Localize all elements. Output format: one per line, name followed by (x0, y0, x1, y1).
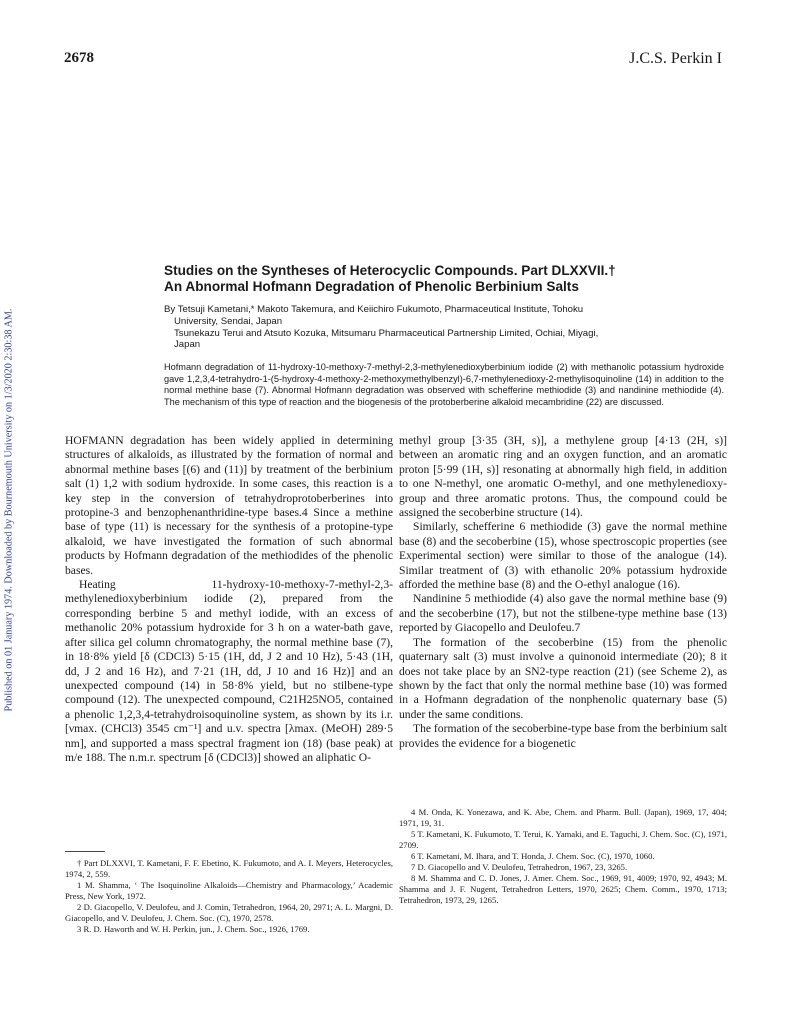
footnotes-left (65, 858, 393, 935)
body-paragraph: The formation of the secoberbine (15) from the phenolic quaternary salt (3) must involve a quinonoid intermediate (20); 8 it does not take place by an SN2-type reaction (21) (see Scheme 2), as shown by the fact that only the normal methine base (10) was formed in a Hofmann degradation of the nonphenolic quaternary base (5) under the same conditions. (399, 635, 727, 721)
author-line-3: Tsunekazu Terui and Atsuto Kozuka, Mitsumaru Pharmaceutical Partnership Limited, Ochiai, Miyagi, (174, 327, 599, 339)
body-paragraph: methyl group [3·35 (3H, s)], a methylene group [4·13 (2H, s)] between an aromatic ring and an oxygen function, and an aromatic proton [5·99 (1H, s)] resonating at abnormally high field, in addition to one N-methyl, one aromatic O-methyl, and one methylenedioxy-group and three aromatic protons. Thus, the compound could be assigned the secoberbine structure (14). (399, 434, 727, 520)
body-paragraph: HOFMANN degradation has been widely applied in determining structures of alkaloids, as illustrated by the formation of normal and abnormal methine bases [(6) and (11)] by treatment of the berbinium salt (1) 1,2 with sodium hydroxide. In some cases, this reaction is a key step in the conversion of tetrahydroprotoberberines into protopine-3 and benzophenanthridine-type bases.4 Since a methine base of type (11) is necessary for the synthesis of a protopine-type alkaloid, we have investigated the formation of such abnormal products by Hofmann degradation of the methiodides of the phenolic bases. (65, 434, 393, 577)
footnote: 4 M. Onda, K. Yonezawa, and K. Abe, Chem. and Pharm. Bull. (Japan), 1969, 17, 404; 1971, 19, 31. (399, 807, 727, 828)
footnote: † Part DLXXVI, T. Kametani, F. F. Ebetino, K. Fukumoto, and A. I. Meyers, Heterocycles, 1974, 2, 559. (65, 858, 393, 879)
footnote: 2 D. Giacopello, V. Deulofeu, and J. Comin, Tetrahedron, 1964, 20, 2971; A. L. Margni, D. Giacopello, and V. Deulofeu, J. Chem. Soc. (C), 1970, 2578. (65, 902, 393, 923)
footnote-divider (65, 851, 105, 852)
body-paragraph: Nandinine 5 methiodide (4) also gave the normal methine base (9) and the secoberbine (17), but not the stilbene-type methine base (13) reported by Giacopello and Deulofeu.7 (399, 592, 727, 635)
body-paragraph: Heating 11-hydroxy-10-methoxy-7-methyl-2,3-methylenedioxyberbinium iodide (2), prepared from the corresponding berbine 5 and methyl iodide, with an excess of methanolic 20% potassium hydroxide for 3 h on a water-bath gave, after silica gel column chromatography, the normal methine base (7), in 18·8% yield [δ (CDCl3) 5·15 (1H, dd, J 2 and 10 Hz), 5·43 (1H, dd, J 2 and 16 Hz), and 7·21 (1H, dd, J 10 and 16 Hz)] and an unexpected compound (14) in 58·8% yield, but no stilbene-type compound (12). The unexpected compound, C21H25NO5, contained a phenolic 1,2,3,4-tetrahydroisoquinoline system, as shown by its i.r. [νmax. (CHCl3) 3545 cm⁻¹] and u.v. spectra [λmax. (MeOH) 289·5 nm], and supported a mass spectral fragment ion (18) (base peak) at m/e 188. The n.m.r. spectrum [δ (CDCl3)] showed an aliphatic O- (65, 578, 393, 764)
footnote: 5 T. Kametani, K. Fukumoto, T. Terui, K. Yamaki, and E. Taguchi, J. Chem. Soc. (C), 1971, 2709. (399, 829, 727, 850)
download-notice (0, 160, 20, 860)
footnotes-right (399, 807, 727, 906)
article-title (164, 263, 734, 295)
body-left-column (65, 434, 393, 765)
author-line-1: By Tetsuji Kametani,* Makoto Takemura, and Keiichiro Fukumoto, Pharmaceutical Institute, Tohoku (164, 304, 584, 315)
title-line-2: An Abnormal Hofmann Degradation of Phenolic Berbinium Salts (164, 279, 579, 294)
author-line-4: Japan (174, 339, 201, 351)
body-right-column (399, 434, 727, 751)
body-paragraph: Similarly, schefferine 6 methiodide (3) gave the normal methine base (8) and the secoberbine (15), whose spectroscopic properties (see Experimental section) were similar to those of the analogue (14). Similar treatment of (3) with ethanolic 20% potassium hydroxide afforded the methine base (8) and the O-ethyl analogue (16). (399, 520, 727, 592)
author-line-2: University, Sendai, Japan (174, 315, 283, 327)
page-number: 2678 (64, 50, 94, 66)
abstract: Hofmann degradation of 11-hydroxy-10-methoxy-7-methyl-2,3-methylenedioxyberbinium iodide (2) with methanolic potassium hydroxide gave 1,2,3,4-tetrahydro-1-(5-hydroxy-4-methoxy-2-methoxymethylbenzyl)-6,7-methylenedioxy-2-methylisoquinoline (14) in addition to the normal methine base (7). Abnormal Hofmann degradation was observed with schefferine methiodide (3) and nandinine methiodide (4). The mechanism of this type of reaction and the biogenesis of the protoberberine alkaloid mecambridine (22) are discussed. (164, 362, 724, 408)
footnote: 1 M. Shamma, ‘ The Isoquinoline Alkaloids—Chemistry and Pharmacology,’ Academic Press, New York, 1972. (65, 880, 393, 901)
author-block (164, 304, 734, 351)
footnote: 3 R. D. Haworth and W. H. Perkin, jun., J. Chem. Soc., 1926, 1769. (77, 924, 310, 934)
journal-title: J.C.S. Perkin I (629, 50, 722, 67)
footnote: 6 T. Kametani, M. Ihara, and T. Honda, J. Chem. Soc. (C), 1970, 1060. (411, 851, 655, 861)
title-line-1: Studies on the Syntheses of Heterocyclic Compounds. Part DLXXVII.† (164, 263, 616, 278)
footnote: 8 M. Shamma and C. D. Jones, J. Amer. Chem. Soc., 1969, 91, 4009; 1970, 92, 4943; M. Shamma and J. F. Nugent, Tetrahedron Letters, 1970, 2625; Chem. Comm., 1970, 1713; Tetrahedron, 1973, 29, 1265. (399, 873, 727, 905)
footnote: 7 D. Giacopello and V. Deulofeu, Tetrahedron, 1967, 23, 3265. (411, 862, 628, 872)
body-paragraph: The formation of the secoberbine-type base from the berbinium salt provides the evidence for a biogenetic (399, 722, 727, 750)
download-notice-text: Published on 01 January 1974. Downloaded by Bournemouth University on 1/3/2020 2:30:38 AM. (3, 308, 15, 712)
